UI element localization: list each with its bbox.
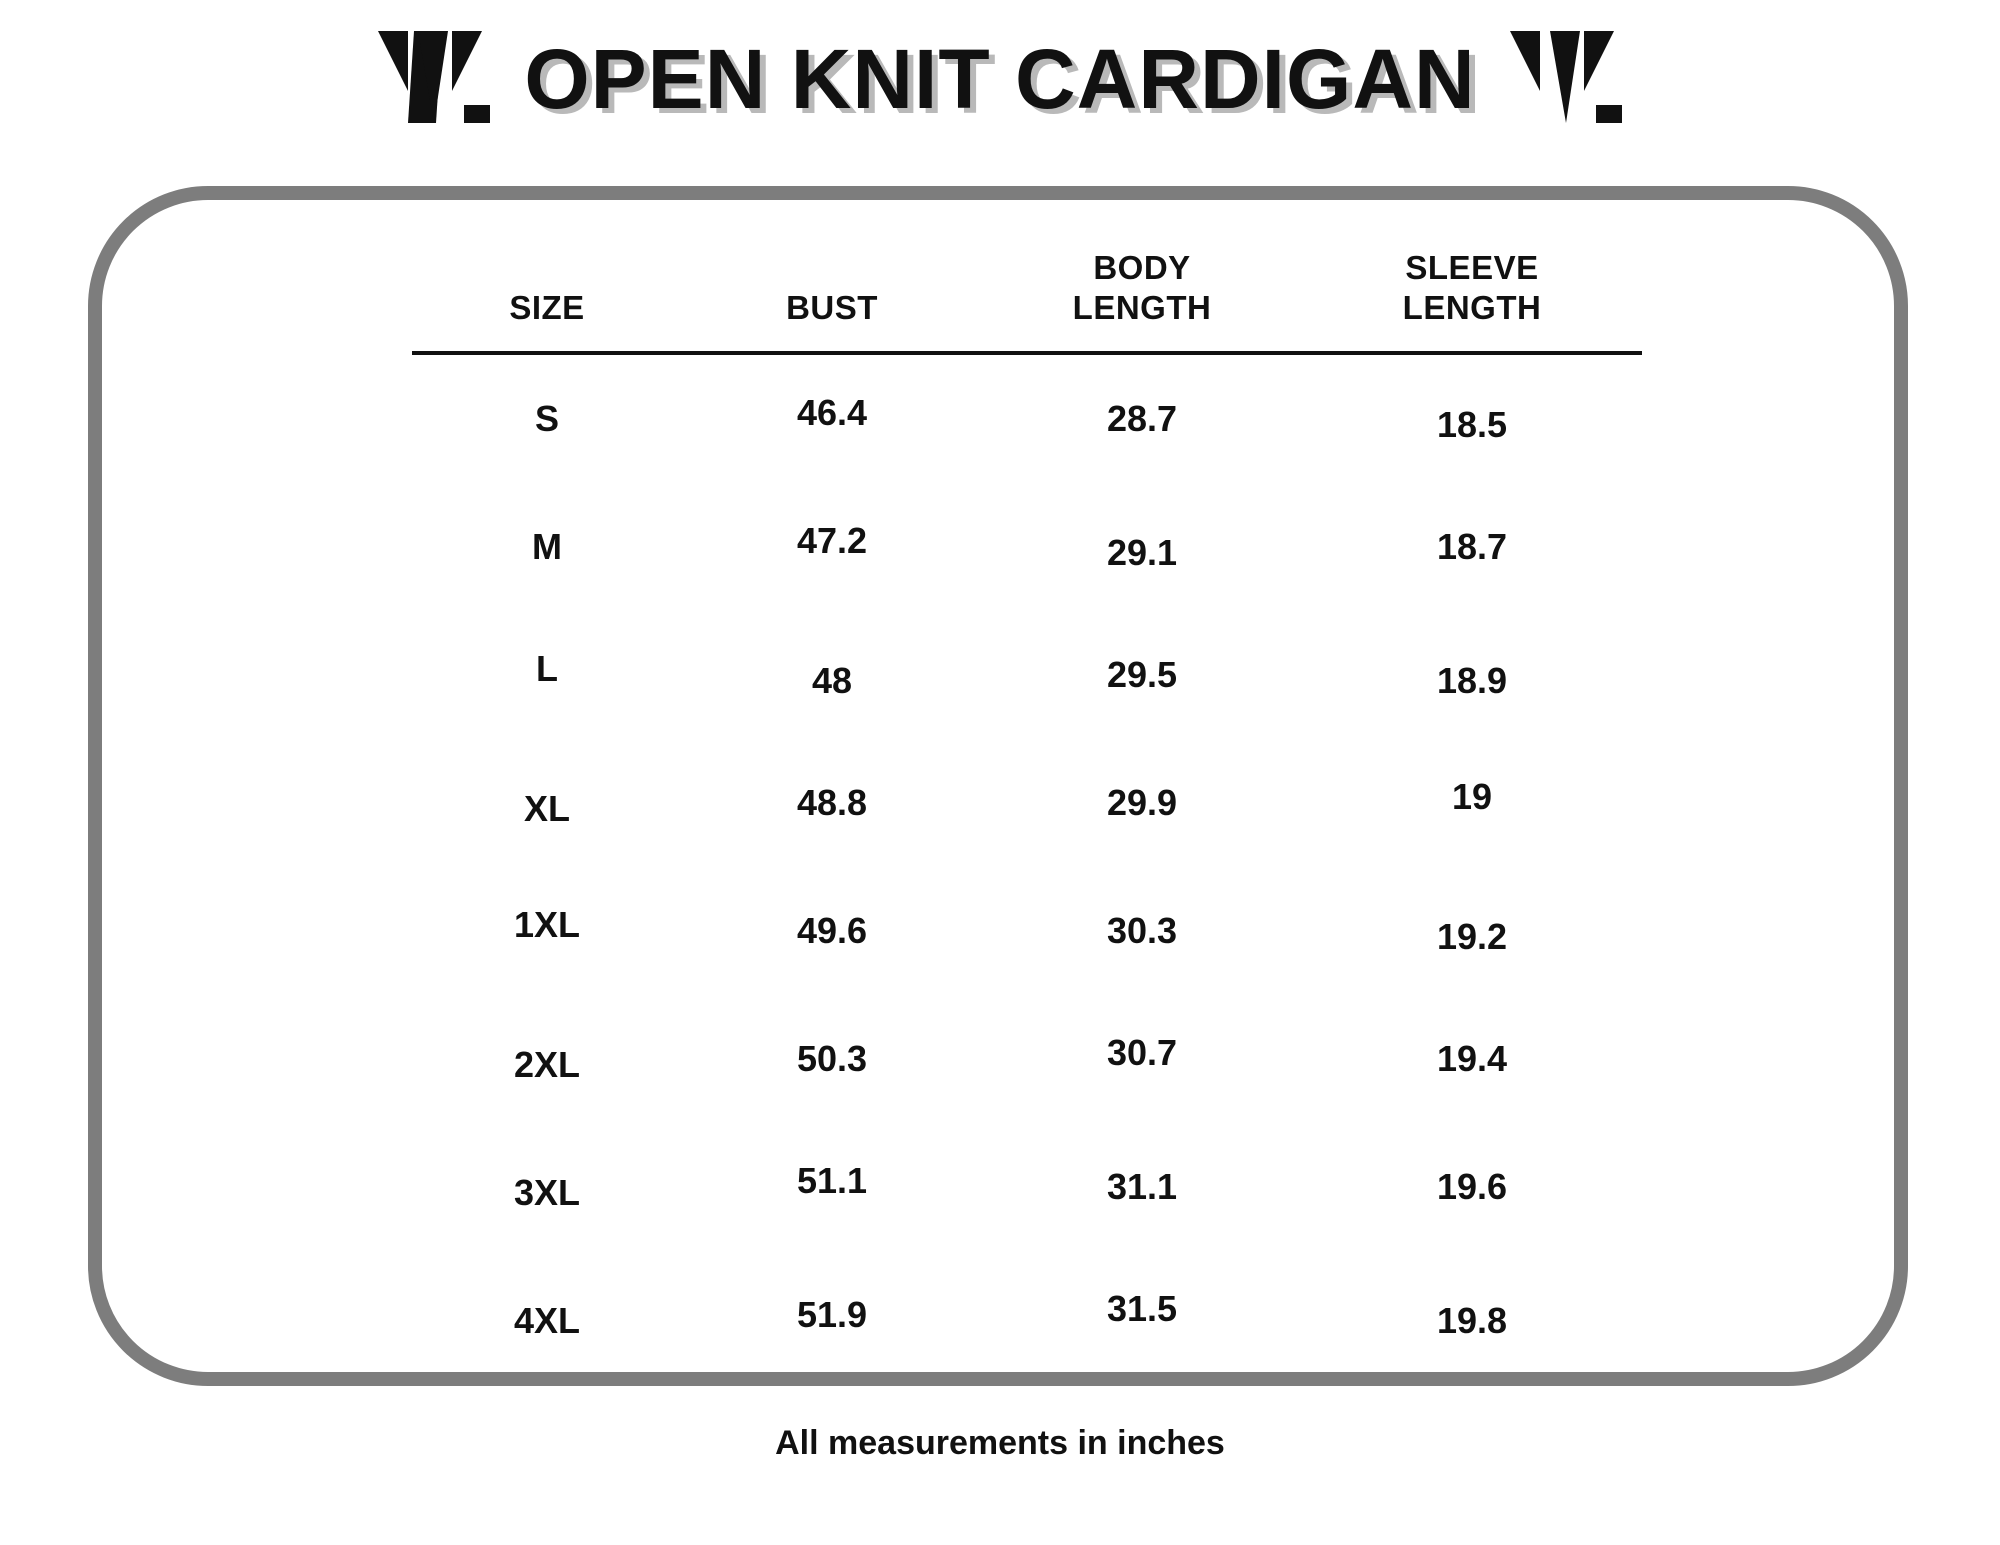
cell-size: L bbox=[536, 647, 558, 689]
cell-bust: 50.3 bbox=[796, 1037, 868, 1079]
cell-bust: 51.1 bbox=[796, 1159, 868, 1201]
cell-size: 2XL bbox=[513, 1043, 581, 1085]
chevron-logo-icon-right bbox=[1510, 31, 1622, 128]
cell-sleeve-length: 19 bbox=[1451, 775, 1493, 817]
cell-bust: 47.2 bbox=[796, 519, 868, 561]
cell-bust: 48.8 bbox=[796, 781, 868, 823]
cell-body-length: 31.1 bbox=[1106, 1165, 1178, 1207]
table-wrapper bbox=[412, 238, 1642, 1379]
column-header-sleeve-length bbox=[1302, 238, 1642, 353]
chevron-logo-icon-left bbox=[378, 31, 490, 128]
cell-size: 4XL bbox=[513, 1299, 581, 1341]
cell-sleeve-length: 19.8 bbox=[1436, 1299, 1508, 1341]
column-header-sleeve-length-line1: SLEEVE bbox=[1405, 249, 1539, 286]
cell-body-length: 31.5 bbox=[1106, 1287, 1178, 1329]
column-header-size bbox=[412, 238, 682, 353]
table-row bbox=[412, 739, 1642, 867]
column-header-bust-line1: BUST bbox=[786, 289, 878, 327]
table-row bbox=[412, 353, 1642, 483]
title-row bbox=[0, 0, 2000, 130]
column-header-body-length-line2: LENGTH bbox=[1072, 289, 1212, 327]
cell-bust: 46.4 bbox=[796, 391, 868, 433]
column-header-body-length bbox=[982, 238, 1302, 353]
cell-size: 1XL bbox=[513, 903, 581, 945]
column-header-sleeve-length-line2: LENGTH bbox=[1402, 289, 1542, 327]
cell-body-length: 29.1 bbox=[1106, 531, 1178, 573]
table-row bbox=[412, 867, 1642, 995]
cell-body-length: 29.5 bbox=[1106, 653, 1178, 695]
cell-body-length: 30.3 bbox=[1106, 909, 1178, 951]
table-row bbox=[412, 995, 1642, 1123]
cell-body-length: 28.7 bbox=[1106, 397, 1178, 439]
cell-sleeve-length: 18.7 bbox=[1436, 525, 1508, 567]
cell-size: M bbox=[532, 525, 562, 567]
table-body bbox=[412, 353, 1642, 1379]
cell-size: XL bbox=[523, 787, 570, 829]
size-chart-card bbox=[88, 186, 1908, 1386]
table-header bbox=[412, 238, 1642, 353]
column-header-bust bbox=[682, 238, 982, 353]
cell-sleeve-length: 19.4 bbox=[1436, 1037, 1508, 1079]
cell-size: S bbox=[534, 397, 559, 439]
cell-sleeve-length: 19.6 bbox=[1436, 1165, 1508, 1207]
size-chart-table bbox=[412, 238, 1642, 1379]
table-row bbox=[412, 483, 1642, 611]
measurements-note: All measurements in inches bbox=[775, 1424, 1225, 1462]
cell-size: 3XL bbox=[513, 1171, 581, 1213]
cell-body-length: 30.7 bbox=[1106, 1031, 1178, 1073]
table-header-row bbox=[412, 238, 1642, 353]
table-row bbox=[412, 1123, 1642, 1251]
cell-sleeve-length: 18.9 bbox=[1436, 659, 1508, 701]
cell-sleeve-length: 19.2 bbox=[1436, 915, 1508, 957]
column-header-size-line1: SIZE bbox=[509, 289, 585, 327]
table-row bbox=[412, 611, 1642, 739]
cell-body-length: 29.9 bbox=[1106, 781, 1178, 823]
cell-bust: 51.9 bbox=[796, 1293, 868, 1335]
table-row bbox=[412, 1251, 1642, 1379]
cell-sleeve-length: 18.5 bbox=[1436, 403, 1508, 445]
column-header-body-length-line1: BODY bbox=[1093, 249, 1191, 286]
cell-bust: 48 bbox=[811, 659, 853, 701]
page-title: OPEN KNIT CARDIGAN bbox=[524, 32, 1476, 126]
cell-bust: 49.6 bbox=[796, 909, 868, 951]
